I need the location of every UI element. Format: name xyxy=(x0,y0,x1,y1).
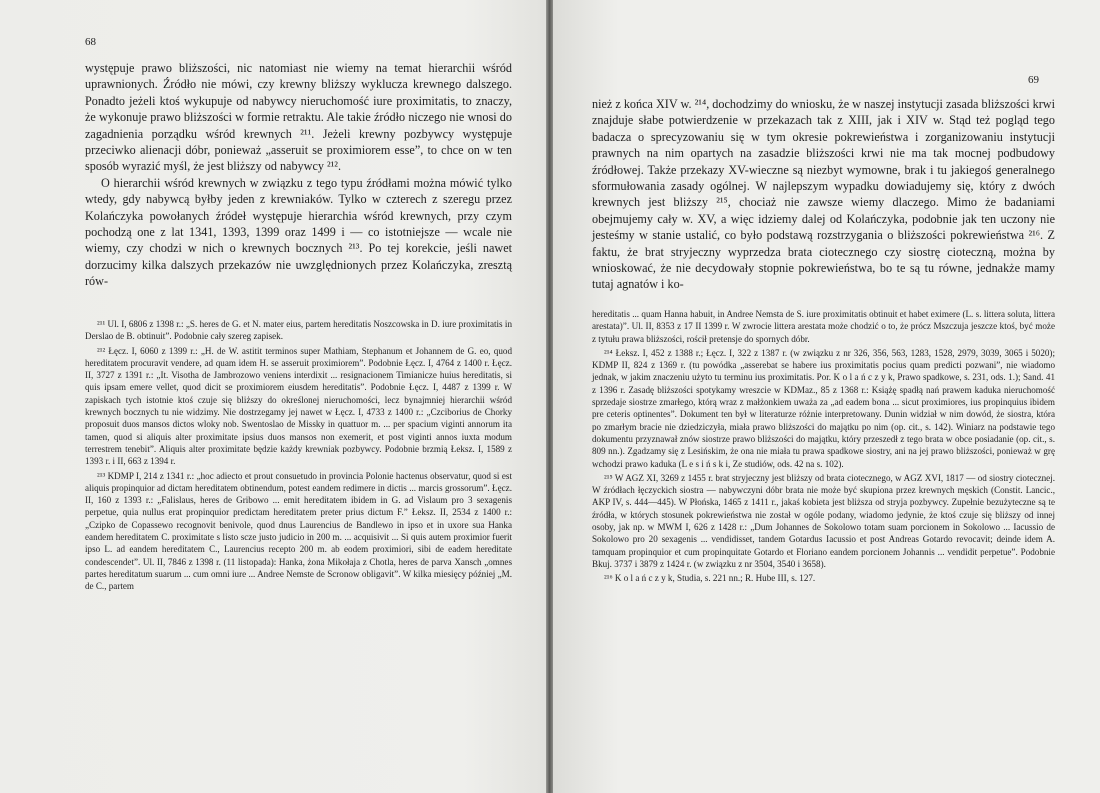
main-text xyxy=(85,60,512,290)
paragraph: nież z końca XIV w. ²¹⁴, dochodzimy do wniosku, że w naszej instytucji zasada bliższości krwi znajduje słabe potwierdzenie w przekazach tak z XIII, jak i XIV w. Stąd też pogląd tego badacza o sprecyzowaniu się w tym okresie pokrewieństwa i zorganizowaniu instytucji prawnych na nim opartych na zasadzie bliższości krwi nie ma tak mocnej podbudowy źródłowej. Także przekazy XV-wieczne są niezbyt wymowne, brak i tu jakiegoś generalnego sformułowania zasady ogólnej. W najlepszym wypadku dowiadujemy się, który z dwóch krewnych jest bliższy ²¹⁵, chociaż nie zawsze wiemy dlaczego. Mimo że badaniami obejmujemy cały w. XV, a więc idziemy dalej od Kolańczyka, podobnie jak ten uczony nie jesteśmy w stanie ustalić, co było podstawą rozstrzygania o bliższości pokrewieństwa ²¹⁶. Z faktu, że brat stryjeczny wyprzedza brata ciotecznego czy siostrę cioteczną, można by wnioskować, że nie decydowały stopnie pokrewieństwa, bo te są tu równe, jednakże mamy tutaj agnatów i ko- xyxy=(592,97,1055,292)
book-gutter xyxy=(546,0,553,793)
footnote-214: ²¹⁴ Łeksz. I, 452 z 1388 r.; Łęcz. I, 322 z 1387 r. (w związku z nr 326, 356, 563, 1283, 1528, 2979, 3039, 3065 i 5020); KDMP II, 824 z 1369 r. (tu powódka „asserebat se habere ius proximitatis pocius quam predicti pozwani”, nie wiadomo jednak, w jakim znaczeniu użyto tu terminu ius proximitatis. Por. K o l a ń c z y k, Prawo spadkowe, s. 231, ods. 1.); Sand. 41 z 1396 r. Zasadę bliższości spotykamy wreszcie w KDMaz., 85 z 1368 r.: Książę spadłą nań prawem kaduka nieruchomość sprzedaje siostrze zmarłego, którą wraz z małżonkiem uważa za „ad eadem bona ... sicut proximiores, ius propinquius ibidem pre ceteris optinentes”. Dokument ten był w literaturze różnie interpretowany. Dunin widział w nim dowód, że siostra, która po zmarłym bracie nie dziedziczyła, miała prawo bliższości do majątku po nim (op. cit., s. 142). Winiarz na podstawie tego dokumentu przyznawał znów siostrze prawo bliższości do majątku, który przeszedł z tego brata w obce posiadanie (op. cit., s. 809 nn.). Zgadzamy się z Lesińskim, że ona nie miała tu prawa spadkowe siostry, ani na jej prawo bliższości, ponieważ w grę wchodzi prawo kaduka (L e s i ń s k i, Ze studiów, ods. 42 na s. 102). xyxy=(592,347,1055,469)
footnote-216: ²¹⁶ K o l a ń c z y k, Studia, s. 221 nn.; R. Hube III, s. 127. xyxy=(604,573,816,584)
footnotes xyxy=(592,308,1055,587)
footnote-213: ²¹³ KDMP I, 214 z 1341 r.: „hoc adiecto et prout consuetudo in provincia Polonie hactenus observatur, quod si est aliquis propinquior ad dictam hereditatem obtinendum, potest eandem redimere in dictis ... marcis grossorum”. Łęcz. II, 160 z 1393 r.: „Falislaus, heres de Gribowo ... emit hereditatem ibidem in G. ad Vislaum pro 3 sexagenis perpetue, quia nullus erat propinquior predictam hereditatem preter prius dictum F.” Łeksz. II, 2534 z 1400 r.: „Czipko de Copassewo recognovit benivole, quod dnus Laurencius de Bandlewo in ipso et in uxore sua Hanka eandem hereditatem C. proximitate s listo scze justo judicio in 200 m. ... acquisivit ... Si quis autem proximior fuerit ipso L. ad eandem hereditatem C., Laurencius recepto 200 m. ab eodem proximiori, sibi de eadem hereditate condescendet”. Ul. II, 7846 z 1398 r. (11 listopada): Hanka, żona Mikołaja z Chotla, heres de parva Xansch „omnes partes hereditatum suarum ... cum omni iure ... Andree Nemste de Scronow obligavit”. W kilka miesięcy później „M. de C., partem xyxy=(85,470,512,592)
footnote-212: ²¹² Łęcz. I, 6060 z 1399 r.: „H. de W. astitit terminos super Mathiam, Stephanum et Johannem de G. eo, quod hereditatem procuravit vendere, ad quam idem H. se asseruit proximiorem”. Podobnie Łęcz. I, 4764 z 1400 r. Łęcz. II, 3727 z 1391 r.: „It. Visotha de Jambrozowo veniens interdixit ... resignacionem Timianicze huius hereditatis, si quis ipsam emere vellet, quod dicit se proximiorem eiusdem hereditatis”. Podobnie Łęcz. I, 4487 z 1399 r. W zapiskach tych istotnie ktoś czuje się bliższy do określonej nieruchomości, lecz bynajmniej hierarchii wśród krewnych bocznych tu nie widzimy. Nie dostrzegamy jej nawet w Łęcz. I, 4733 z 1400 r.: „Czciborius de Chorky proposuit duos mansos dictos wloky nob. Swentoslao de Missky in quattuor m. ... per spacium viginti annorum ita tamen, quod si aliquis alter proximitate ipsius duos mansos non exemerit, et post viginti annos iuxta modum terrestrem tenebit”. Aliquis alter proximitate będzie każdy krewniak pozbywcy. Podobnie brzmią Łeksz. I, 1589 z 1393 r. i II, 663 z 1394 r. xyxy=(85,345,512,467)
page-number: 69 xyxy=(1028,74,1039,86)
footnote-213-continued: hereditatis ... quam Hanna habuit, in Andree Nemsta de S. iure proximitatis obtinuit et habet eximere (L. s. littera soluta, littera arestata)”. Ul. II, 8353 z 17 II 1399 r. W zwrocie littera arestata może chodzić o to, że prócz Mszczuja jeszcze ktoś, być może z tytułu prawa bliższości, rościł pretensje do spornych dóbr. xyxy=(592,309,1055,344)
page-number: 68 xyxy=(85,36,96,48)
footnote-211: ²¹¹ Ul. I, 6806 z 1398 r.: „S. heres de G. et N. mater eius, partem hereditatis Noszcowska in D. iure proximitatis in Derslao de B. obtinuit”. Podobnie cały szereg zapisek. xyxy=(85,319,512,342)
left-page xyxy=(0,0,546,793)
paragraph: O hierarchii wśród krewnych w związku z tego typu źródłami można mówić tylko wtedy, gdy nabywcą byłby jeden z krewniaków. Tylko w czterech z szeregu przez Kolańczyka powołanych źródeł występuje hierarchia wśród krewnych, przy czym pochodzą one z lat 1341, 1393, 1399 oraz 1499 i — co istotniejsze — wcale nie wiemy, czy chodzi w nich o krewnych bocznych ²¹³. Po tej korekcie, jeśli nawet dorzucimy kilka dalszych przekazów nie uwzględnionych przez Kolańczyka, zresztą rów- xyxy=(85,175,512,289)
footnote-215: ²¹⁵ W AGZ XI, 3269 z 1455 r. brat stryjeczny jest bliższy od brata ciotecznego, w AGZ XVI, 1817 — od siostry ciotecznej. W źródłach łęczyckich siostra — nabywczyni dóbr brata nie może być skupiona przez krewnych męskich (Constit. Lancic., AKP IV, s. 444—445). W Płońska, 1465 z 1411 r., jakaś kobieta jest bliższa od stryja pozbywcy. Zupełnie bezużyteczne są te źródła, w których stosunek pokrewieństwa nie został w ogóle podany, wiadomo jedynie, że ktoś czuje się bliższy od innej osoby, jak np. w MWM I, 626 z 1428 r.: „Dum Johannes de Sokolowo totam suam porcionem in Sokolowo ... Iacussio de Sokolowo pro 20 sexagenis ... vendidisset, tandem Gotardus Iacussio et post Andreas Gotardo revocavit; deinde idem A. tamquam propinquior et cum propinquitate Gotardo et Floriano eandem porcionem Johannis ... vendidit perpetue”. Podobnie Bkuj. 3737 i 3879 z 1424 r. (w związku z nr 3504, 3540 i 3658). xyxy=(592,472,1055,569)
right-page xyxy=(553,0,1100,793)
main-text xyxy=(592,96,1055,293)
paragraph: występuje prawo bliższości, nic natomiast nie wiemy na temat hierarchii wśród uprawnionych. Źródło nie mówi, czy krewny bliższy wyklucza krewnego dalszego. Ponadto jeżeli ktoś wykupuje od nabywcy nieruchomość iure proximitatis, to znaczy, że wykonuje prawo bliższości w formie retraktu. Ale takie źródło niczego nie wnosi do zagadnienia porządku wśród krewnych ²¹¹. Jeżeli krewny pozbywcy występuje przeciwko alienacji dóbr, ponieważ „asseruit se proximiorem esse”, to chce on w ten sposób wyrazić myśl, że jest bliższy od nabywcy ²¹². xyxy=(85,61,512,174)
footnotes xyxy=(85,318,512,595)
